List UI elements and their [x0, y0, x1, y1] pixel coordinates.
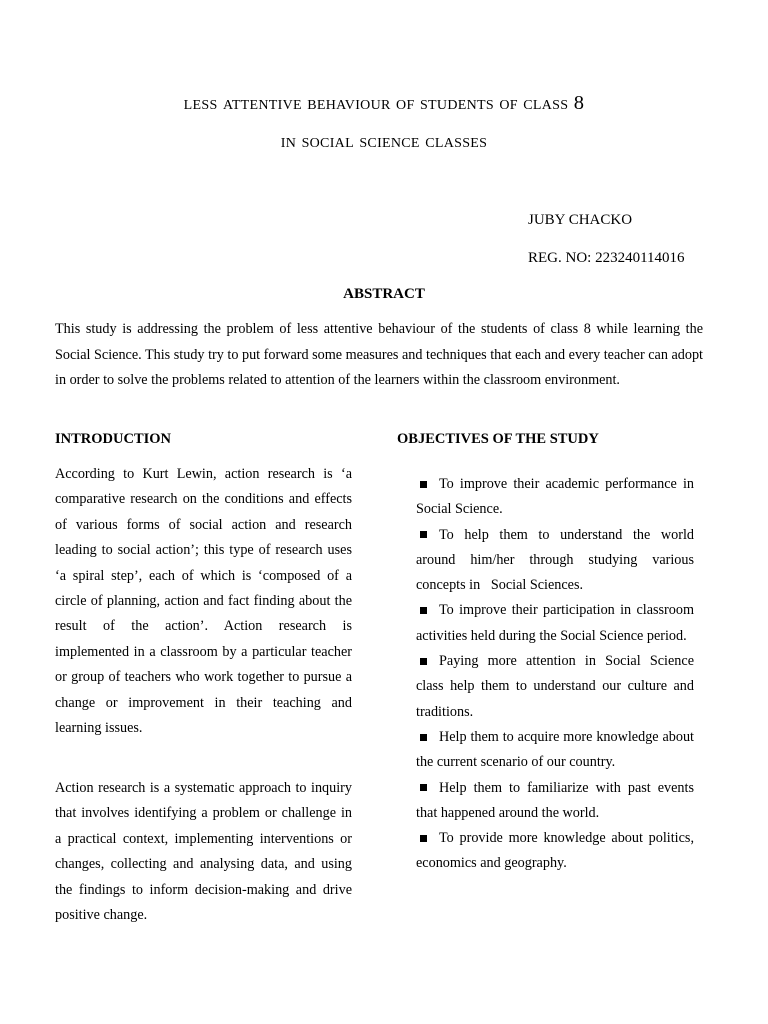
introduction-paragraph-1: According to Kurt Lewin, action research is ‘a comparative research on the conditions and effects of various forms of social action and research leading to social action’; this type of research uses ‘a spiral step’, each of which is ‘composed of a circle of planning, action and fact finding about the result of the action’. Action research is implemented in a classroom by a particular teacher or group of teachers who work together to pursue a change or improvement in their teaching and learning issues.	[55, 466, 352, 737]
objective-item	[416, 523, 694, 599]
objectives-heading: OBJECTIVES OF THE STUDY	[397, 431, 599, 447]
abstract-body: This study is addressing the problem of less attentive behaviour of the students of class 8 while learning the Social Science. This study try to put forward some measures and techniques that each and every teacher can adopt in order to solve the problems related to attention of the learners within the classroom environment.	[55, 321, 703, 388]
objective-item	[416, 598, 694, 649]
square-bullet-icon	[420, 607, 427, 614]
objective-item	[416, 725, 694, 776]
objective-text: Paying more attention in Social Science class help them to understand our culture and traditions.	[416, 653, 694, 720]
objective-item	[416, 649, 694, 725]
objective-text: To improve their academic performance in Social Science.	[416, 476, 694, 518]
objective-text: Help them to acquire more knowledge about the current scenario of our country.	[416, 728, 694, 771]
objective-text: To help them to understand the world around him/her through studying various concepts in Social Sciences.	[416, 526, 694, 594]
objectives-list	[416, 472, 694, 877]
objective-item	[416, 826, 694, 877]
introduction-section	[55, 431, 352, 924]
objective-item	[416, 472, 694, 523]
square-bullet-icon	[420, 481, 427, 488]
square-bullet-icon	[420, 531, 427, 538]
title-line-2: in social science classes	[280, 130, 488, 152]
introduction-heading: INTRODUCTION	[55, 431, 172, 447]
introduction-paragraph-2: Action research is a systematic approach to inquiry that involves identifying a problem or challenge in a practical context, implementing interventions or changes, collecting and analysing data, and using the findings to inform decision-making and drive positive change.	[55, 780, 352, 924]
objective-item	[416, 776, 694, 827]
square-bullet-icon	[420, 734, 427, 741]
square-bullet-icon	[420, 784, 427, 791]
author-name: JUBY CHACKO	[528, 212, 633, 228]
objective-text: Help them to familiarize with past events that happened around the world.	[416, 779, 694, 821]
square-bullet-icon	[420, 658, 427, 665]
document-title	[40, 84, 728, 160]
title-line-1: less attentive behaviour of students of class 8	[183, 92, 585, 114]
objective-text: To improve their participation in classroom activities held during the Social Science period.	[416, 602, 694, 644]
square-bullet-icon	[420, 835, 427, 842]
objective-text: To provide more knowledge about politics, economics and geography.	[416, 830, 694, 872]
registration-number: REG. NO: 223240114016	[528, 250, 685, 266]
abstract-heading: ABSTRACT	[343, 286, 425, 302]
objectives-section	[397, 431, 695, 872]
